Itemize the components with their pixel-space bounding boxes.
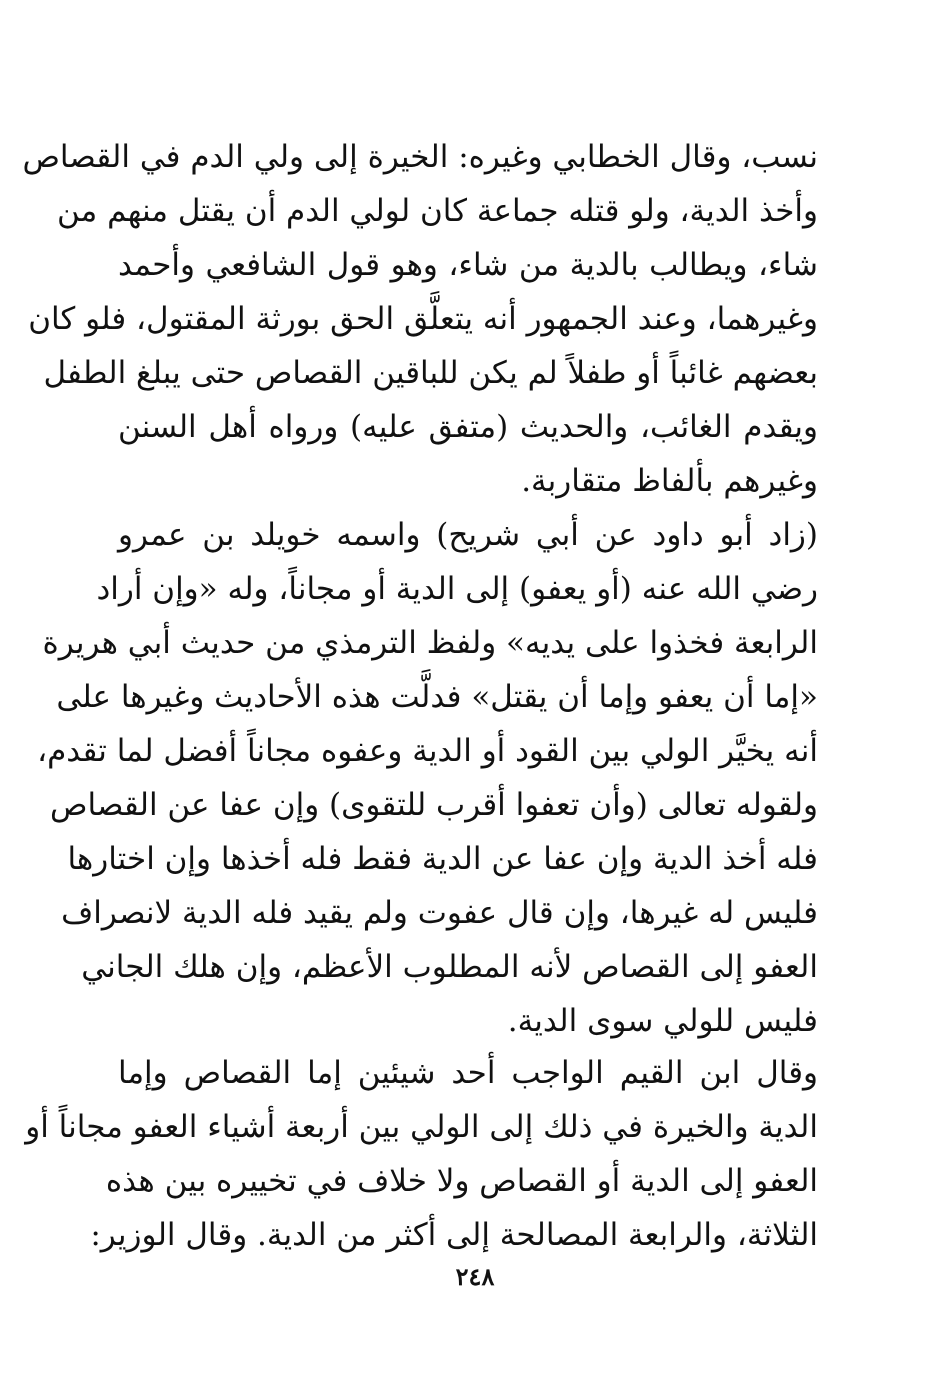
text-line: الرابعة فخذوا على يديه» ولفظ الترمذي من حديث أبي هريرة (42, 625, 818, 661)
paragraph-1 (22, 130, 818, 508)
text-line: وقال ابن القيم الواجب أحد شيئين إما القصاص وإما (118, 1055, 818, 1091)
text-line: الدية والخيرة في ذلك إلى الولي بين أربعة أشياء العفو مجاناً أو (25, 1109, 818, 1145)
text-line: ويقدم الغائب، والحديث (متفق عليه) ورواه أهل السنن (118, 409, 818, 445)
text-line: العفو إلى القصاص لأنه المطلوب الأعظم، وإن هلك الجاني (81, 949, 818, 985)
text-line: العفو إلى الدية أو القصاص ولا خلاف في تخييره بين هذه (105, 1163, 818, 1199)
text-line: أنه يخيَّر الولي بين القود أو الدية وعفوه مجاناً أفضل لما تقدم، (37, 733, 818, 769)
text-line: بعضهم غائباً أو طفلاً لم يكن للباقين القصاص حتى يبلغ الطفل (43, 355, 818, 391)
page-number: ٢٤٨ (455, 1262, 495, 1291)
paragraph-3 (25, 1046, 818, 1262)
text-line: نسب، وقال الخطابي وغيره: الخيرة إلى ولي الدم في القصاص (22, 139, 818, 175)
text-line: وأخذ الدية، ولو قتله جماعة كان لولي الدم أن يقتل منهم من (57, 193, 818, 229)
text-line: ولقوله تعالى (وأن تعفوا أقرب للتقوى) وإن عفا عن القصاص (50, 787, 818, 823)
text-line: الثلاثة، والرابعة المصالحة إلى أكثر من الدية. وقال الوزير: (90, 1217, 818, 1253)
text-line: وغيرهما، وعند الجمهور أنه يتعلَّق الحق بورثة المقتول، فلو كان (28, 301, 818, 337)
text-line: «إما أن يعفو وإما أن يقتل» فدلَّت هذه الأحاديث وغيرها على (56, 679, 818, 715)
text-line: فليس للولي سوى الدية. (507, 1003, 818, 1039)
text-line: وغيرهم بألفاظ متقاربة. (521, 463, 818, 499)
text-line: (زاد أبو داود عن أبي شريح) واسمه خويلد بن عمرو (118, 517, 818, 553)
text-line: رضي الله عنه (أو يعفو) إلى الدية أو مجاناً، وله «وإن أراد (96, 571, 818, 607)
paragraph-2 (37, 508, 818, 1048)
text-line: فله أخذ الدية وإن عفا عن الدية فقط فله أخذها وإن اختارها (67, 841, 818, 877)
text-line: شاء، ويطالب بالدية من شاء، وهو قول الشافعي وأحمد (118, 247, 818, 283)
text-line: فليس له غيرها، وإن قال عفوت ولم يقيد فله الدية لانصراف (61, 895, 818, 931)
